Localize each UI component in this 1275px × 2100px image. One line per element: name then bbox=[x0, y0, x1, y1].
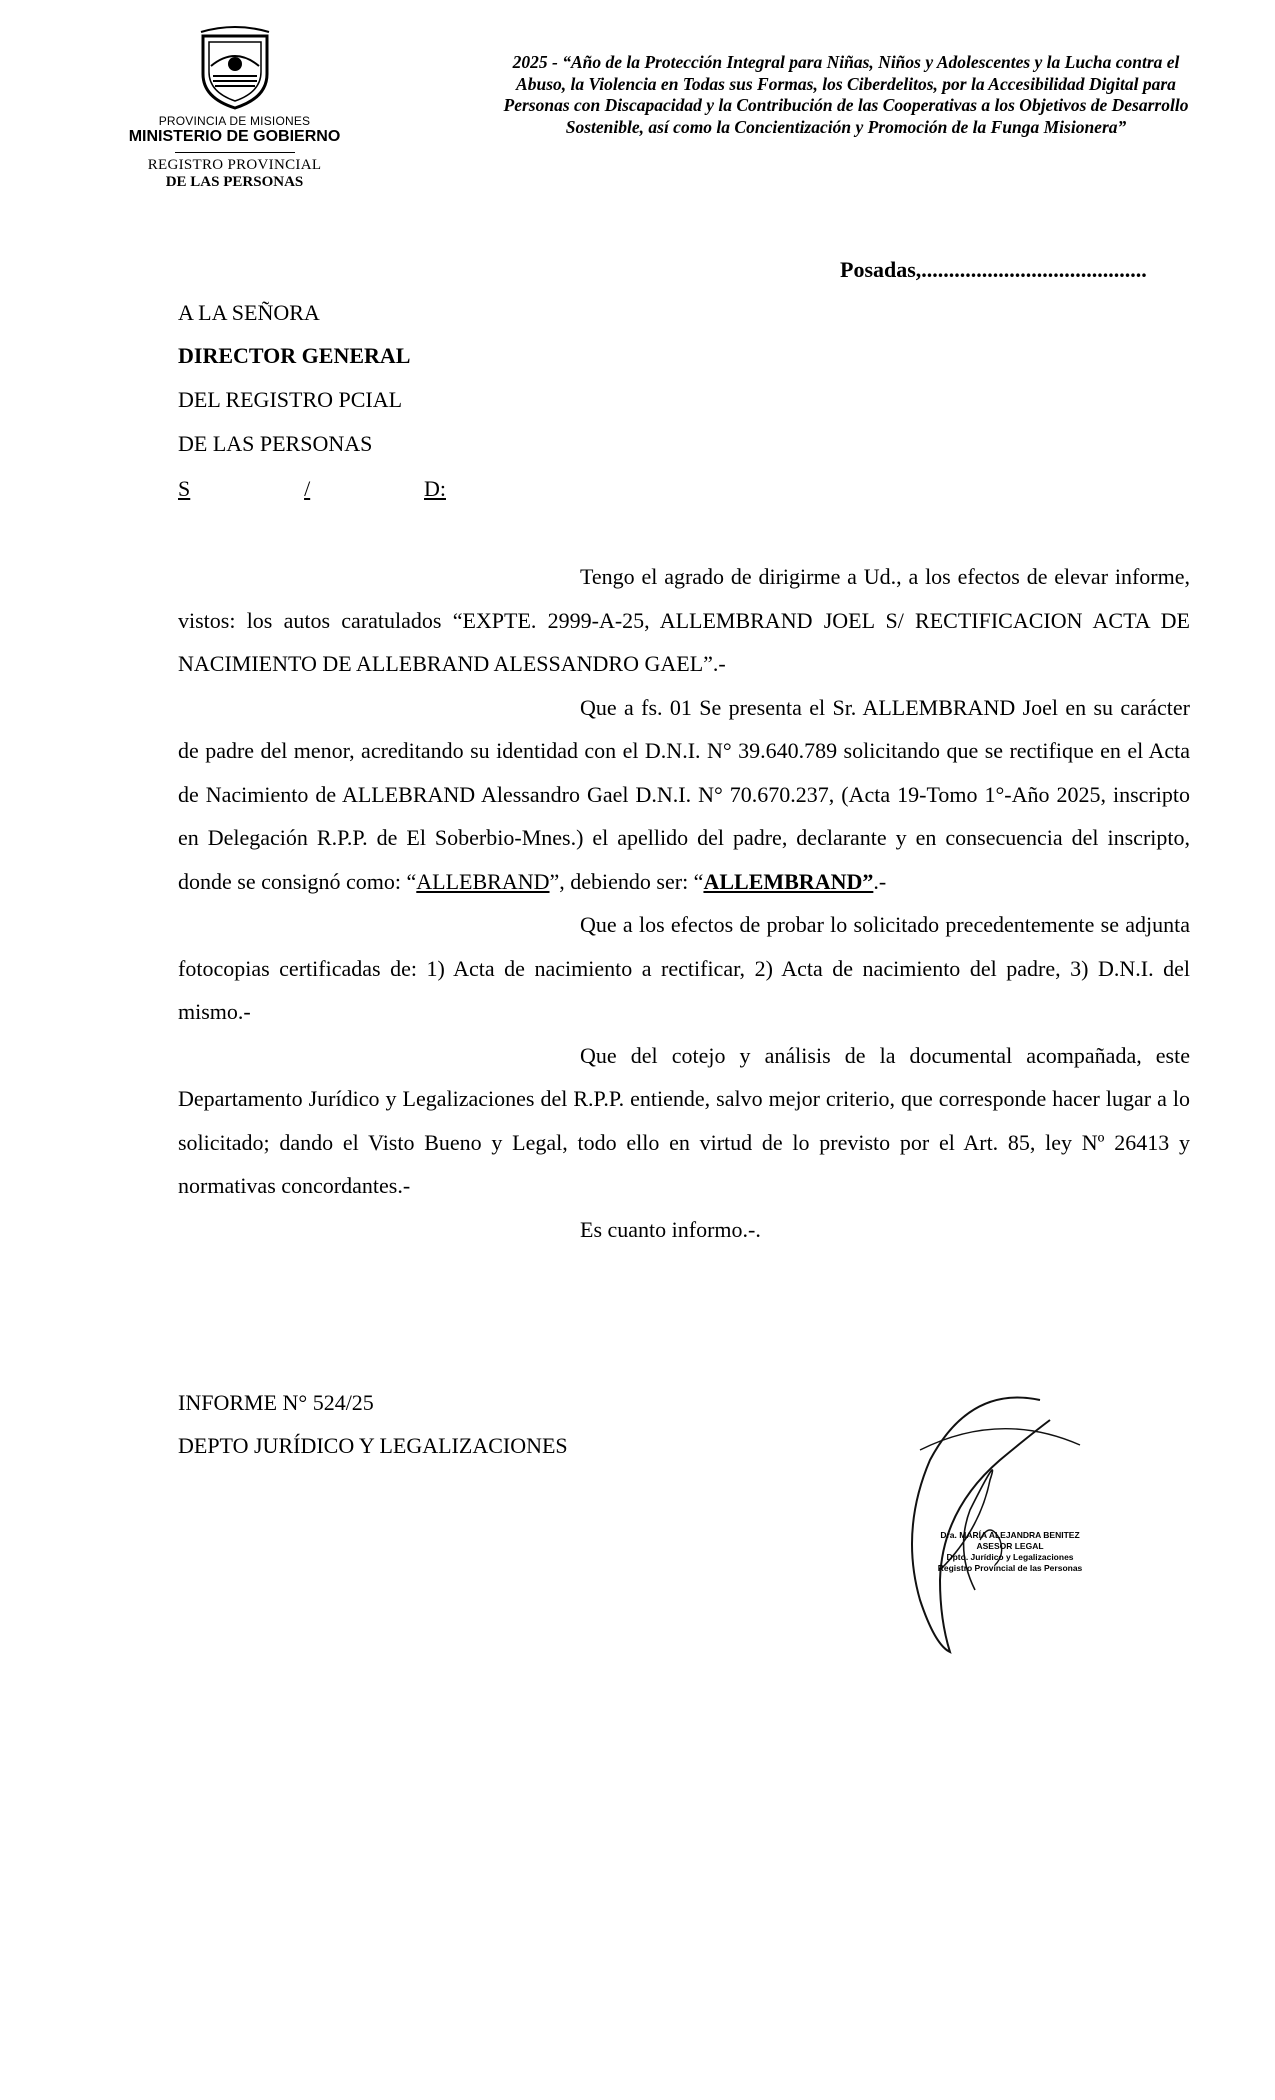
report-number: INFORME N° 524/25 bbox=[178, 1390, 374, 1415]
sd-salutation bbox=[178, 476, 446, 502]
year-motto: 2025 - “Año de la Protección Integral para Niñas, Niños y Adolescentes y la Lucha contra el Abuso, la Violencia en Todas sus Formas, los Ciberdelitos, por la Accesibilidad Digital para Personas con Discapacidad y la Contribución de las Cooperativas a los Objetivos de Desarrollo Sostenible, así como la Concientización y Promoción de la Funga Misionera” bbox=[503, 52, 1189, 137]
sd-s: S bbox=[178, 476, 191, 501]
org-registry-sub: DE LAS PERSONAS bbox=[165, 174, 304, 190]
correct-surname: ALLEMBRAND” bbox=[703, 868, 874, 894]
wrong-surname: ALLEBRAND bbox=[416, 868, 550, 894]
letterhead-logo-block bbox=[112, 24, 357, 191]
signer-department: Dpto. Jurídico y Legalizaciones bbox=[946, 1552, 1074, 1562]
request-text-2: ”, debiendo ser: “ bbox=[549, 868, 704, 894]
department-name: DEPTO JURÍDICO Y LEGALIZACIONES bbox=[178, 1433, 568, 1458]
addressee-line3: DEL REGISTRO PCIAL bbox=[178, 387, 403, 412]
divider bbox=[175, 152, 295, 153]
request-end: .- bbox=[873, 868, 887, 894]
paragraph-closing: Es cuanto informo.-. bbox=[580, 1216, 761, 1242]
signer-registry: Registro Provincial de las Personas bbox=[937, 1563, 1083, 1573]
addressee-line1: A LA SEÑORA bbox=[178, 300, 320, 325]
sd-slash: / bbox=[304, 476, 311, 501]
paragraph-opinion: Que del cotejo y análisis de la documental acompañada, este Departamento Jurídico y Legalizaciones del R.P.P. entiende, salvo mejor criterio, que corresponde hacer lugar a lo solicitado; dando el Visto Bueno y Legal, todo ello en virtud de lo previsto por el Art. 85, ley Nº 26413 y normativas concordantes.- bbox=[178, 1042, 1190, 1198]
org-province: PROVINCIA DE MISIONES bbox=[158, 114, 311, 128]
motto-text: “Año de la Protección Integral para Niñas, Niños y Adolescentes y la Lucha contra el Abuso, la Violencia en Todas sus Formas, los Ciberdelitos, por la Accesibilidad Digital para Personas con Discapacidad y la Contribución de las Cooperativas a los Objetivos de Desarrollo Sostenible, así como la Concientización y Promoción de la Funga Misionera” bbox=[503, 52, 1189, 137]
org-ministry: MINISTERIO DE GOBIERNO bbox=[128, 128, 341, 145]
signer-name: Dra. MARÍA ALEJANDRA BENITEZ bbox=[940, 1530, 1080, 1540]
paragraph-evidence: Que a los efectos de probar lo solicitado precedentemente se adjunta fotocopias certificadas de: 1) Acta de nacimiento a rectificar, 2) Acta de nacimiento del padre, 3) D.N.I. del mismo.- bbox=[178, 912, 1190, 1024]
paragraph-request bbox=[178, 686, 1190, 904]
signature-stamp bbox=[935, 1530, 1085, 1574]
addressee-line2: DIRECTOR GENERAL bbox=[178, 343, 411, 368]
place-date: Posadas,......................................... bbox=[840, 257, 1147, 282]
signer-title: ASESOR LEGAL bbox=[976, 1541, 1044, 1551]
sd-d: D: bbox=[424, 476, 446, 501]
paragraph-intro: Tengo el agrado de dirigirme a Ud., a los efectos de elevar informe, vistos: los autos caratulados “EXPTE. 2999-A-25, ALLEMBRAND JOEL S/ RECTIFICACION ACTA DE NACIMIENTO DE ALLEBRAND ALESSANDRO GAEL”.- bbox=[178, 564, 1190, 676]
provincial-seal-icon bbox=[189, 24, 281, 112]
request-text: Que a fs. 01 Se presenta el Sr. ALLEMBRAND Joel en su carácter de padre del menor, acreditando su identidad con el D.N.I. N° 39.640.789 solicitando que se rectifique en el Acta de Nacimiento de ALLEBRAND Alessandro Gael D.N.I. N° 70.670.237, (Acta 19-Tomo 1°-Año 2025, inscripto en Delegación R.P.P. de El Soberbio-Mnes.) el apellido del padre, declarante y en consecuencia del inscripto, donde se consignó como: “ bbox=[178, 694, 1190, 894]
motto-year: 2025 bbox=[512, 52, 548, 72]
report-body bbox=[178, 555, 1190, 1251]
org-registry: REGISTRO PROVINCIAL bbox=[147, 157, 322, 173]
addressee-line4: DE LAS PERSONAS bbox=[178, 431, 373, 456]
handwritten-signature bbox=[880, 1390, 1090, 1660]
